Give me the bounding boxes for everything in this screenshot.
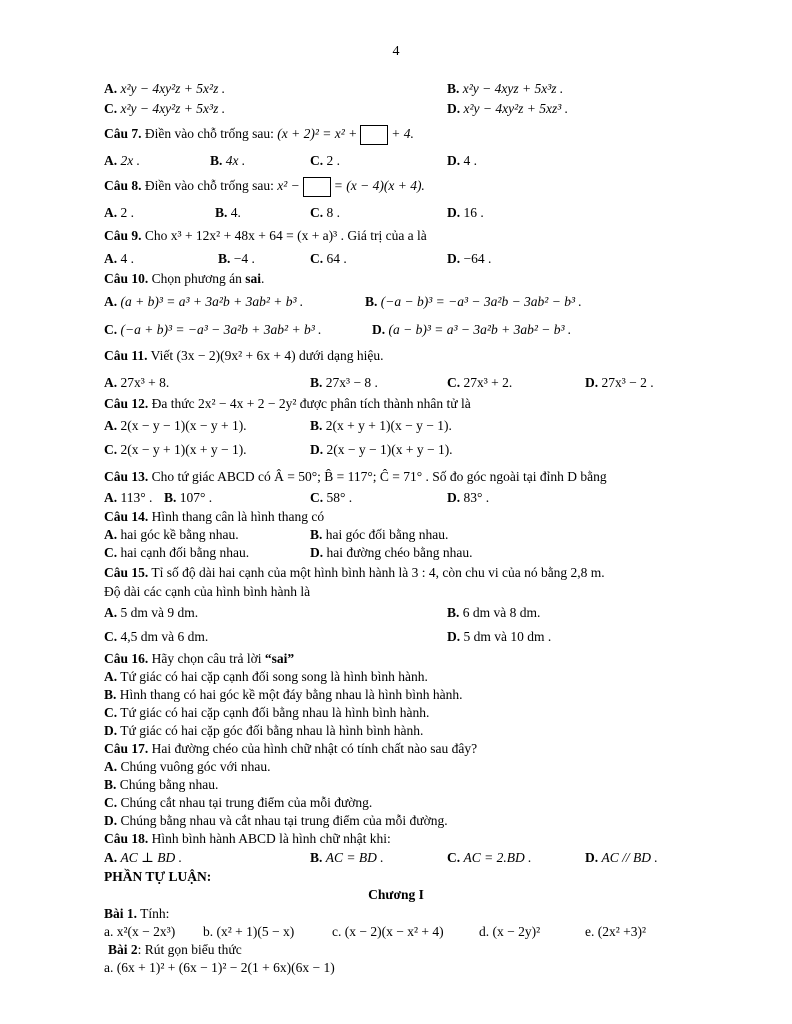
q10-option-d: D. (a − b)³ = a³ − 3a²b + 3ab² − b³ . xyxy=(372,322,572,337)
question-8: Câu 8. Điền vào chỗ trống sau: x² − = (x − 4)(x + 4). xyxy=(104,177,732,197)
question-12: Câu 12. Đa thức 2x² − 4x + 2 − 2y² được phân tích thành nhân tử là xyxy=(104,396,471,411)
q14-option-a: A. hai góc kề bằng nhau. xyxy=(104,527,239,542)
q15-option-b: B. 6 dm và 8 dm. xyxy=(447,605,541,620)
q15-option-c: C. 4,5 dm và 6 dm. xyxy=(104,629,209,644)
q13-option-b: B. 107° . xyxy=(164,490,213,505)
q17-option-d: D. Chúng bằng nhau và cắt nhau tại trung điểm của mỗi đường. xyxy=(104,813,448,828)
q18-option-d: D. AC // BD . xyxy=(585,850,658,865)
q7-option-c: C. 2 . xyxy=(310,153,340,168)
exercise-2: Bài 2: Rút gọn biểu thức xyxy=(108,942,242,957)
q7-option-d: D. 4 . xyxy=(447,153,477,168)
q8-option-c: C. 8 . xyxy=(310,205,340,220)
question-13: Câu 13. Cho tứ giác ABCD có Â = 50°; B̂ = 117°; Ĉ = 71° . Số đo góc ngoài tại đỉnh D bằng xyxy=(104,469,607,484)
q8-option-d: D. 16 . xyxy=(447,205,484,220)
q18-option-b: B. AC = BD . xyxy=(310,850,384,865)
chapter-title: Chương I xyxy=(368,887,424,902)
q14-option-c: C. hai cạnh đối bằng nhau. xyxy=(104,545,250,560)
page-number: 4 xyxy=(392,44,400,59)
q15-option-d: D. 5 dm và 10 dm . xyxy=(447,629,552,644)
exercise-1: Bài 1. Tính: xyxy=(104,906,170,921)
q17-option-b: B. Chúng bằng nhau. xyxy=(104,777,219,792)
q12-option-d: D. 2(x − y − 1)(x + y − 1). xyxy=(310,442,453,457)
q11-option-b: B. 27x³ − 8 . xyxy=(310,375,378,390)
exercise-1-item-e: e. (2x² +3)² xyxy=(585,924,647,939)
q12-option-c: C. 2(x − y + 1)(x + y − 1). xyxy=(104,442,247,457)
q12-option-b: B. 2(x + y + 1)(x − y − 1). xyxy=(310,418,452,433)
q14-option-d: D. hai đường chéo bằng nhau. xyxy=(310,545,473,560)
q14-option-b: B. hai góc đối bằng nhau. xyxy=(310,527,449,542)
q9-option-d: D. −64 . xyxy=(447,251,492,266)
q11-option-a: A. 27x³ + 8. xyxy=(104,375,170,390)
q6-option-b: B. x²y − 4xyz + 5x³z . xyxy=(447,81,564,96)
q8-option-b: B. 4. xyxy=(215,205,241,220)
q6-option-d: D. x²y − 4xy²z + 5xz³ . xyxy=(447,101,569,116)
q7-option-b: B. 4x . xyxy=(210,153,246,168)
q13-option-c: C. 58° . xyxy=(310,490,353,505)
q12-option-a: A. 2(x − y − 1)(x − y + 1). xyxy=(104,418,247,433)
q9-option-b: B. −4 . xyxy=(218,251,255,266)
q13-option-d: D. 83° . xyxy=(447,490,490,505)
q16-option-d: D. Tứ giác có hai cặp góc đối bằng nhau là hình bình hành. xyxy=(104,723,424,738)
question-9: Câu 9. Cho x³ + 12x² + 48x + 64 = (x + a)³ . Giá trị của a là xyxy=(104,228,427,243)
q16-option-a: A. Tứ giác có hai cặp cạnh đối song song là hình bình hành. xyxy=(104,669,428,684)
question-17: Câu 17. Hai đường chéo của hình chữ nhật có tính chất nào sau đây? xyxy=(104,741,478,756)
q16-option-c: C. Tứ giác có hai cặp cạnh đối bằng nhau là hình bình hành. xyxy=(104,705,430,720)
question-16: Câu 16. Hãy chọn câu trả lời “sai” xyxy=(104,651,295,666)
question-15-line-2: Độ dài các cạnh của hình bình hành là xyxy=(104,584,311,599)
question-18: Câu 18. Hình bình hành ABCD là hình chữ nhật khi: xyxy=(104,831,391,846)
exercise-1-item-b: b. (x² + 1)(5 − x) xyxy=(203,924,295,939)
q10-option-a: A. (a + b)³ = a³ + 3a²b + 3ab² + b³ . xyxy=(104,294,304,309)
question-11: Câu 11. Viết (3x − 2)(9x² + 6x + 4) dưới dạng hiệu. xyxy=(104,348,384,363)
q15-option-a: A. 5 dm và 9 dm. xyxy=(104,605,199,620)
q11-option-d: D. 27x³ − 2 . xyxy=(585,375,654,390)
q13-option-a: A. 113° . xyxy=(104,490,153,505)
q10-option-c: C. (−a + b)³ = −a³ − 3a²b + 3ab² + b³ . xyxy=(104,322,322,337)
q6-option-c: C. x²y − 4xy²z + 5x³z . xyxy=(104,101,226,116)
question-10: Câu 10. Chọn phương án sai. xyxy=(104,271,265,286)
exercise-2-item-a: a. (6x + 1)² + (6x − 1)² − 2(1 + 6x)(6x − 1) xyxy=(104,960,335,975)
q16-option-b: B. Hình thang có hai góc kề một đáy bằng nhau là hình bình hành. xyxy=(104,687,463,702)
exercise-1-item-c: c. (x − 2)(x − x² + 4) xyxy=(332,924,444,939)
q18-option-c: C. AC = 2.BD . xyxy=(447,850,532,865)
q17-option-a: A. Chúng vuông góc với nhau. xyxy=(104,759,271,774)
q11-option-c: C. 27x³ + 2. xyxy=(447,375,513,390)
blank-box xyxy=(303,177,331,197)
exercise-1-item-d: d. (x − 2y)² xyxy=(479,924,541,939)
q7-option-a: A. 2x . xyxy=(104,153,140,168)
question-15: Câu 15. Tỉ số độ dài hai cạnh của một hình bình hành là 3 : 4, còn chu vi của nó bằng 2,8 m. xyxy=(104,565,605,580)
q10-option-b: B. (−a − b)³ = −a³ − 3a²b − 3ab² − b³ . xyxy=(365,294,582,309)
q17-option-c: C. Chúng cắt nhau tại trung điểm của mỗi đường. xyxy=(104,795,373,810)
q6-option-a: A. x²y − 4xy²z + 5x²z . xyxy=(104,81,226,96)
q9-option-c: C. 64 . xyxy=(310,251,347,266)
q18-option-a: A. AC ⊥ BD . xyxy=(104,850,182,865)
exercise-1-item-a: a. x²(x − 2x³) xyxy=(104,924,176,939)
q8-option-a: A. 2 . xyxy=(104,205,134,220)
section-title: PHẦN TỰ LUẬN: xyxy=(104,869,212,884)
q9-option-a: A. 4 . xyxy=(104,251,134,266)
question-7: Câu 7. Điền vào chỗ trống sau: (x + 2)² = x² + + 4. xyxy=(104,125,732,145)
question-14: Câu 14. Hình thang cân là hình thang có xyxy=(104,509,325,524)
blank-box xyxy=(360,125,388,145)
